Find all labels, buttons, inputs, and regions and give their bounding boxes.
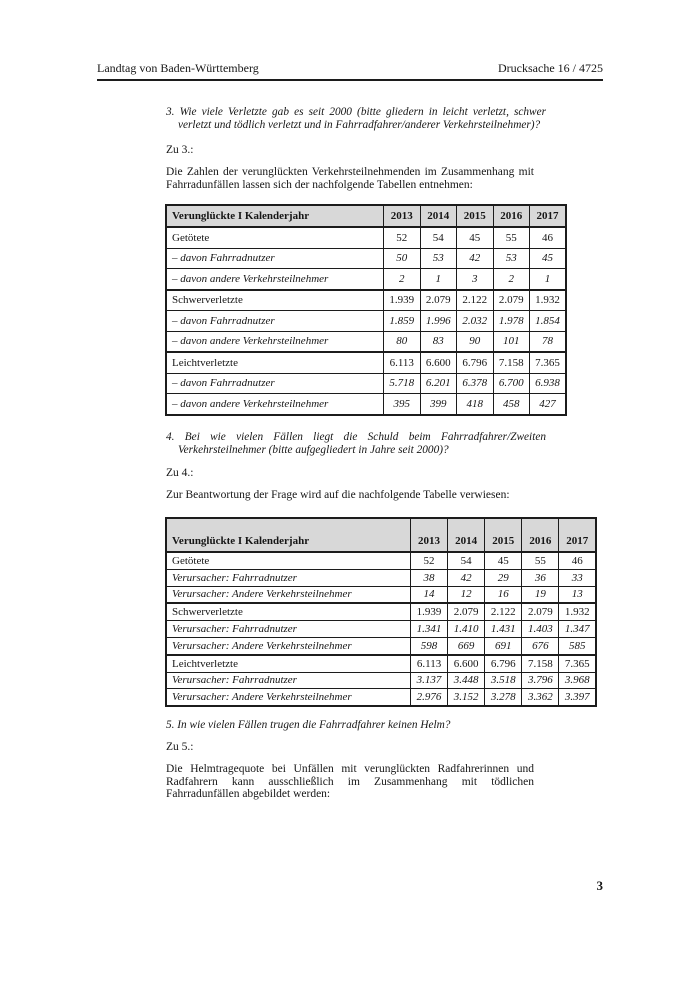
table-header-row [166,518,596,552]
year-header: 2016 [493,205,530,227]
value-cell: 14 [411,586,448,603]
answer-4-label: Zu 4.: [166,467,194,479]
value-cell: 80 [384,331,421,352]
value-cell: 83 [420,331,457,352]
row-label: Verursacher: Fahrradnutzer [166,569,411,586]
value-cell: 2 [384,269,421,290]
answer-5-label: Zu 5.: [166,741,194,753]
table-body [166,552,596,706]
page-number: 3 [596,878,603,893]
value-cell: 3.968 [559,672,596,689]
table-header-row [166,205,566,227]
year-header: 2014 [420,205,457,227]
value-cell: 2.122 [457,290,494,311]
row-label: Verursacher: Fahrradnutzer [166,672,411,689]
value-cell: 395 [384,394,421,415]
value-cell: 6.113 [411,655,448,672]
answer-3-label: Zu 3.: [166,144,194,156]
question-4-text: 4. Bei wie vielen Fällen liegt die Schuld beim Fahrradfahrer/Zweiten Verkehrsteilnehmer (bitte aufgegliedert in Jahre seit 2000)? [166,431,546,456]
value-cell: 7.158 [493,352,530,373]
row-label: Schwerverletzte [166,290,384,311]
value-cell: 691 [485,637,522,654]
value-cell: 6.600 [448,655,485,672]
table-row [166,394,566,415]
row-label: Verursacher: Andere Verkehrsteilnehmer [166,637,411,654]
value-cell: 6.796 [457,352,494,373]
value-cell: 3.278 [485,689,522,706]
value-cell: 7.365 [559,655,596,672]
row-label: Getötete [166,227,384,248]
value-cell: 2.079 [493,290,530,311]
value-cell: 52 [411,552,448,569]
table-row [166,227,566,248]
row-label: – davon Fahrradnutzer [166,373,384,394]
table-row [166,621,596,638]
value-cell: 1.932 [530,290,567,311]
row-label: Verursacher: Andere Verkehrsteilnehmer [166,586,411,603]
value-cell: 1.932 [559,603,596,620]
value-cell: 55 [493,227,530,248]
value-cell: 53 [420,248,457,269]
value-cell: 45 [530,248,567,269]
value-cell: 5.718 [384,373,421,394]
value-cell: 2.079 [420,290,457,311]
value-cell: 42 [457,248,494,269]
value-cell: 1.403 [522,621,559,638]
value-cell: 46 [530,227,567,248]
table-row [166,331,566,352]
value-cell: 2.079 [522,603,559,620]
table-row [166,689,596,706]
table-row [166,269,566,290]
row-label: Leichtverletzte [166,352,384,373]
value-cell: 1.978 [493,311,530,332]
value-cell: 46 [559,552,596,569]
value-cell: 2.032 [457,311,494,332]
value-cell: 3.448 [448,672,485,689]
value-cell: 598 [411,637,448,654]
table-row [166,672,596,689]
year-header: 2013 [384,205,421,227]
value-cell: 1 [530,269,567,290]
table-row [166,373,566,394]
value-cell: 38 [411,569,448,586]
table-row [166,603,596,620]
table-row [166,655,596,672]
row-label: – davon Fahrradnutzer [166,311,384,332]
table-row [166,552,596,569]
value-cell: 3.796 [522,672,559,689]
table-row [166,290,566,311]
row-label: – davon andere Verkehrsteilnehmer [166,269,384,290]
row-label: Verursacher: Fahrradnutzer [166,621,411,638]
year-header: 2016 [522,518,559,552]
value-cell: 6.113 [384,352,421,373]
value-cell: 55 [522,552,559,569]
running-header-document-ref: Drucksache 16 / 4725 [498,61,603,75]
year-header: 2015 [457,205,494,227]
value-cell: 53 [493,248,530,269]
value-cell: 669 [448,637,485,654]
value-cell: 399 [420,394,457,415]
value-cell: 3.397 [559,689,596,706]
year-header: 2014 [448,518,485,552]
answer-4-intro: Zur Beantwortung der Frage wird auf die nachfolgende Tabelle verwiesen: [166,489,510,501]
question-3-text: 3. Wie viele Verletzte gab es seit 2000 (bitte gliedern in leicht verletzt, schwer verletzt und tödlich verletzt und in Fahrradfahrer/anderer Verkehrsteilnehmer)? [166,106,546,131]
value-cell: 6.378 [457,373,494,394]
value-cell: 13 [559,586,596,603]
value-cell: 458 [493,394,530,415]
value-cell: 7.158 [522,655,559,672]
value-cell: 1.939 [384,290,421,311]
value-cell: 90 [457,331,494,352]
casualties-by-year-table-q3 [165,204,567,416]
row-label: Verursacher: Andere Verkehrsteilnehmer [166,689,411,706]
table-row [166,248,566,269]
row-category-header: Verunglückte I Kalenderjahr [166,518,411,552]
value-cell: 2 [493,269,530,290]
row-label: Leichtverletzte [166,655,411,672]
year-header: 2013 [411,518,448,552]
value-cell: 78 [530,331,567,352]
value-cell: 427 [530,394,567,415]
value-cell: 1 [420,269,457,290]
value-cell: 45 [485,552,522,569]
value-cell: 50 [384,248,421,269]
value-cell: 1.410 [448,621,485,638]
value-cell: 6.938 [530,373,567,394]
fault-by-year-table-q4 [165,517,597,707]
value-cell: 3.152 [448,689,485,706]
value-cell: 6.700 [493,373,530,394]
value-cell: 585 [559,637,596,654]
value-cell: 29 [485,569,522,586]
table-header [166,518,596,552]
value-cell: 52 [384,227,421,248]
value-cell: 101 [493,331,530,352]
value-cell: 16 [485,586,522,603]
row-label: – davon andere Verkehrsteilnehmer [166,331,384,352]
value-cell: 1.347 [559,621,596,638]
value-cell: 3.518 [485,672,522,689]
table-body [166,227,566,415]
value-cell: 1.996 [420,311,457,332]
value-cell: 1.859 [384,311,421,332]
value-cell: 1.431 [485,621,522,638]
value-cell: 12 [448,586,485,603]
value-cell: 6.796 [485,655,522,672]
value-cell: 33 [559,569,596,586]
value-cell: 36 [522,569,559,586]
value-cell: 2.079 [448,603,485,620]
running-header-publisher: Landtag von Baden-Württemberg [97,61,259,75]
value-cell: 1.939 [411,603,448,620]
table-row [166,569,596,586]
answer-3-intro: Die Zahlen der verunglückten Verkehrsteilnehmenden im Zusammenhang mit Fahrradunfällen lassen sich der nachfolgende Tabellen entnehmen: [166,166,534,191]
value-cell: 676 [522,637,559,654]
answer-5-intro: Die Helmtragequote bei Unfällen mit verunglückten Radfahrerinnen und Radfahrern kann ausschließlich im Zusammenhang mit tödlichen Fahrradunfällen abgebildet werden: [166,763,534,800]
value-cell: 45 [457,227,494,248]
value-cell: 3.362 [522,689,559,706]
value-cell: 54 [420,227,457,248]
value-cell: 2.122 [485,603,522,620]
value-cell: 2.976 [411,689,448,706]
year-header: 2017 [530,205,567,227]
row-label: – davon andere Verkehrsteilnehmer [166,394,384,415]
table-header [166,205,566,227]
value-cell: 1.854 [530,311,567,332]
table-row [166,352,566,373]
value-cell: 418 [457,394,494,415]
table-row [166,311,566,332]
row-label: Schwerverletzte [166,603,411,620]
value-cell: 6.600 [420,352,457,373]
value-cell: 19 [522,586,559,603]
value-cell: 6.201 [420,373,457,394]
value-cell: 1.341 [411,621,448,638]
value-cell: 3 [457,269,494,290]
value-cell: 3.137 [411,672,448,689]
header-rule [97,79,603,81]
value-cell: 7.365 [530,352,567,373]
table-row [166,637,596,654]
question-5-text: 5. In wie vielen Fällen trugen die Fahrradfahrer keinen Helm? [166,719,451,731]
year-header: 2015 [485,518,522,552]
row-category-header: Verunglückte I Kalenderjahr [166,205,384,227]
table-row [166,586,596,603]
year-header: 2017 [559,518,596,552]
row-label: – davon Fahrradnutzer [166,248,384,269]
value-cell: 54 [448,552,485,569]
row-label: Getötete [166,552,411,569]
value-cell: 42 [448,569,485,586]
